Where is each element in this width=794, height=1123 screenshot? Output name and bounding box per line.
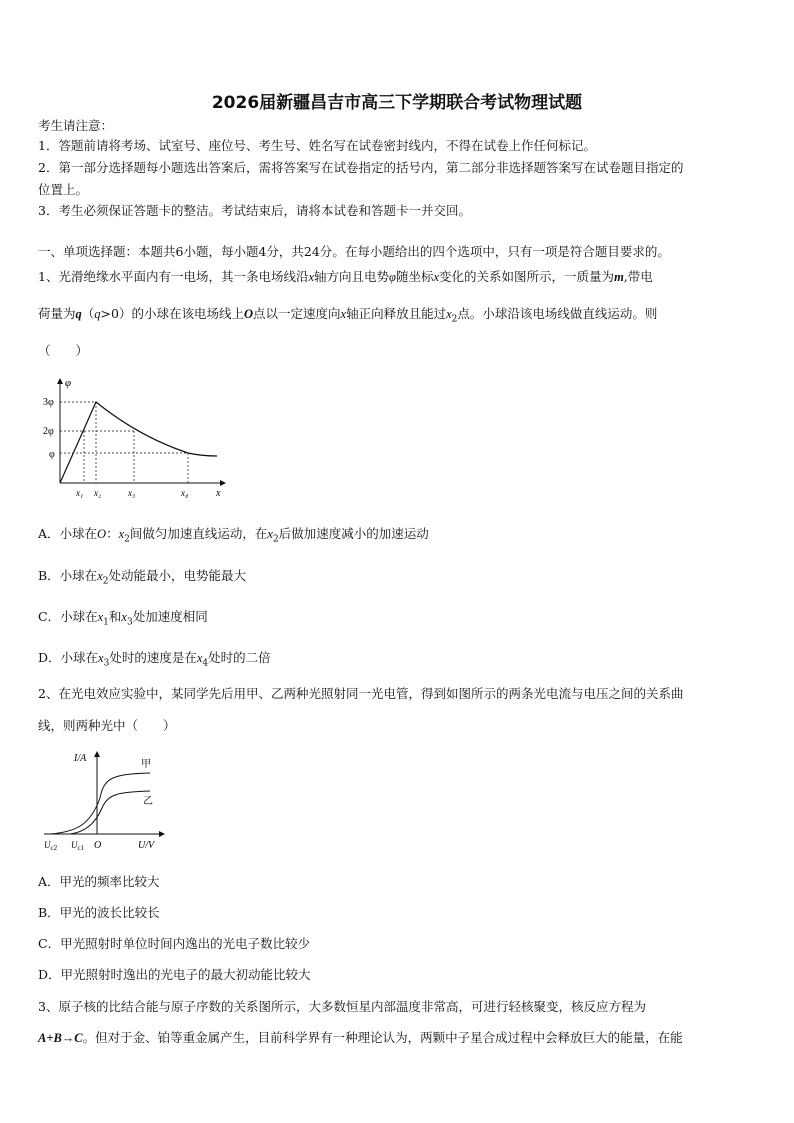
q2-option-b: B．甲光的波长比较长	[38, 905, 160, 920]
q1-text: （	[81, 306, 95, 321]
page-title: 2026届新疆昌吉市高三下学期联合考试物理试题	[211, 93, 583, 113]
uc2-label: $U_{c2}$	[44, 840, 58, 852]
q3-line-2	[38, 1029, 683, 1047]
var-o: O	[243, 307, 253, 321]
q2-option-d: D．甲光照射时逸出的光电子的最大初动能比较大	[38, 967, 311, 982]
option-text: 处时的速度是在	[109, 650, 197, 665]
q1-text: >0）的小球在该电场线上	[100, 306, 244, 321]
option-text: 处加速度相同	[132, 609, 208, 624]
subscript: 2	[102, 576, 109, 587]
option-text: ：	[106, 526, 119, 541]
photocurrent-graph	[40, 748, 170, 856]
var-x: x	[98, 651, 104, 665]
q1-text: 点。小球沿该电场线做直线运动。则	[457, 306, 658, 321]
var-x: x	[433, 270, 440, 284]
var-x: x	[196, 651, 203, 665]
potential-graph	[42, 375, 232, 500]
uc1-label: $U_{c1}$	[71, 840, 85, 852]
var-o: O	[97, 527, 107, 541]
q1-option-d	[38, 649, 271, 673]
q3-text: 。但对于金、铂等重金属产生，目前科学界有一种理论认为，两颗中子星合成过程中会释放巨大的能量，在能	[82, 1030, 683, 1045]
curve-yi	[70, 791, 150, 834]
q1-text: 1、光滑绝缘水平面内有一电场，其一条电场线沿	[38, 269, 309, 284]
guide-lines	[60, 402, 188, 483]
subscript: 2	[272, 534, 279, 545]
subscript: 2	[124, 534, 130, 545]
option-text: 处时的二倍	[208, 650, 271, 665]
q2-line-2: 线，则两种光中（ ）	[38, 718, 176, 733]
origin-label: O	[94, 840, 102, 851]
subscript: 3	[126, 617, 133, 628]
y-axis-label: I/A	[74, 753, 87, 764]
var-x: x	[97, 569, 103, 583]
subscript: 3	[103, 658, 110, 669]
q2-option-c: C．甲光照射时单位时间内逸出的光电子数比较少	[38, 936, 311, 951]
subscript: 1	[103, 617, 109, 628]
q1-text: ,带电	[623, 269, 653, 284]
q1-text: 随坐标	[395, 269, 434, 284]
section-heading: 一、单项选择题：本题共6小题，每小题4分，共24分。在每小题给出的四个选项中，只有一项是符合题目要求的。	[38, 244, 670, 259]
var-x: x	[267, 527, 273, 541]
x-label-x: x	[216, 488, 221, 499]
y-label-3phi: 3φ	[43, 397, 54, 408]
var-x: x	[340, 307, 347, 321]
curve-yi-label: 乙	[143, 796, 153, 807]
notice-item-2-cont: 位置上。	[38, 182, 89, 197]
x-label-x4: x₄	[181, 488, 189, 498]
subscript: 2	[451, 314, 458, 325]
notice-item-2: 2．第一部分选择题每小题选出答案后，需将答案写在试卷指定的括号内，第二部分非选择题答案写在试卷题目指定的	[38, 160, 684, 175]
var-x2: x	[446, 307, 452, 321]
q2-line-1: 2、在光电效应实验中，某同学先后用甲、乙两种光照射同一光电管，得到如图所示的两条光电流与电压之间的关系曲	[38, 686, 684, 701]
var-x: x	[97, 610, 104, 624]
notice-item-1: 1．答题前请将考场、试室号、座位号、考生号、姓名写在试卷密封线内，不得在试卷上作任何标记。	[38, 138, 596, 153]
q3-line-1: 3、原子核的比结合能与原子序数的关系图所示，大多数恒星内部温度非常高，可进行轻核聚变，核反应方程为	[38, 999, 646, 1014]
q1-text: 点以一定速度向	[253, 306, 341, 321]
var-q: q	[75, 307, 82, 321]
option-text: A．小球在	[38, 526, 98, 541]
x-label-x1: x₁	[76, 488, 84, 498]
option-text: B．小球在	[38, 568, 98, 583]
curve-jia	[50, 773, 150, 834]
option-text: C．小球在	[38, 609, 98, 624]
var-m: m	[614, 270, 624, 284]
option-text: 后做加速度减小的加速运动	[278, 526, 429, 541]
reaction-equation: A+B→C	[38, 1031, 83, 1045]
option-text: 间做匀加速直线运动，在	[129, 526, 268, 541]
var-x: x	[121, 610, 127, 624]
q1-option-a	[38, 525, 429, 549]
q2-option-a: A．甲光的频率比较大	[38, 874, 160, 889]
var-q: q	[94, 307, 101, 321]
x-label-x2: x₂	[94, 488, 102, 498]
q1-text: 变化的关系如图所示，一质量为	[439, 269, 615, 284]
q1-option-b	[38, 567, 246, 591]
q1-text: 轴方向且电势	[314, 269, 390, 284]
option-text: 和	[108, 609, 122, 624]
y-axis-label: φ	[65, 377, 72, 389]
x-axis-label: U/V	[138, 840, 155, 851]
x-label-x3: x₃	[128, 488, 136, 498]
notice-heading: 考生请注意：	[38, 118, 114, 133]
var-phi: φ	[389, 270, 396, 284]
q1-text: 荷量为	[38, 306, 76, 321]
subscript: 4	[202, 658, 209, 669]
q1-option-c	[38, 608, 208, 632]
phi-curve	[60, 402, 217, 483]
notice-item-3: 3．考生必须保证答题卡的整洁。考试结束后，请将本试卷和答题卡一并交回。	[38, 203, 471, 218]
q1-answer-paren: （ ）	[38, 343, 89, 358]
option-text: 处动能最小，电势能最大	[108, 568, 246, 583]
y-label-phi: φ	[49, 449, 55, 460]
q1-text: 轴正向释放且能过	[346, 306, 447, 321]
y-label-2phi: 2φ	[43, 426, 54, 437]
var-x: x	[118, 527, 125, 541]
q1-line-2	[38, 305, 657, 329]
var-x: x	[308, 270, 315, 284]
option-text: D．小球在	[38, 650, 99, 665]
q1-line-1	[38, 268, 653, 286]
curve-jia-label: 甲	[141, 759, 151, 770]
